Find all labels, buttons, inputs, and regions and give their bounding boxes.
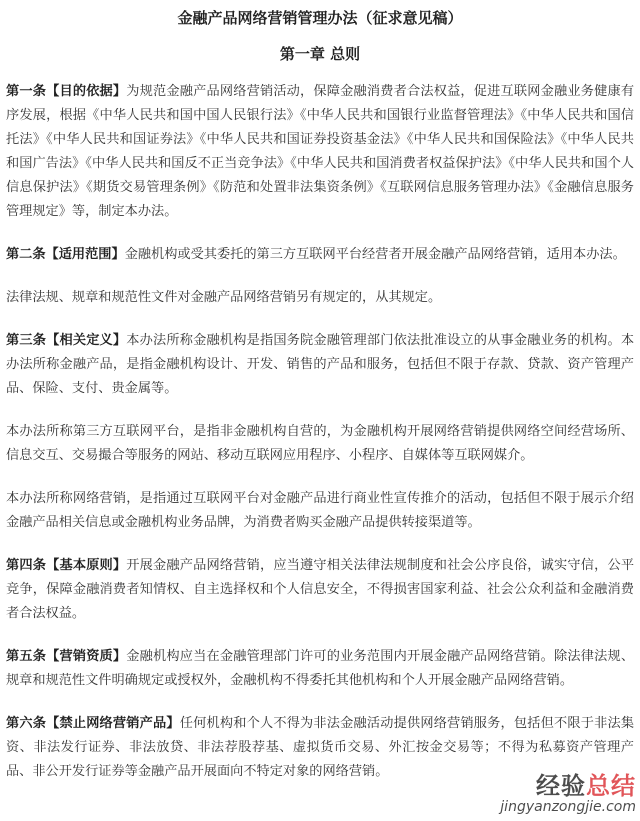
- article-2-subparagraph: [6, 286, 634, 310]
- article-1-paragraph: [6, 80, 634, 224]
- site-watermark: [500, 773, 636, 815]
- watermark-brand: [500, 773, 636, 799]
- article-2-text: 金融机构或受其委托的第三方互联网平台经营者开展金融产品网络营销，适用本办法。: [124, 247, 626, 262]
- article-5-text: 金融机构应当在金融管理部门许可的业务范围内开展金融产品网络营销。除法律法规、规章和规范性文件明确规定或授权外，金融机构不得委托其他机构和个人开展金融产品网络营销。: [6, 649, 635, 688]
- article-4-heading: 第四条【基本原则】: [6, 558, 127, 573]
- article-4-text: 开展金融产品网络营销，应当遵守相关法律法规制度和社会公序良俗，诚实守信，公平竞争，保障金融消费者知情权、自主选择权和个人信息安全，不得损害国家利益、社会公众利益和金融消费者合法权益。: [6, 558, 635, 621]
- article-3-text: 本办法所称金融机构是指国务院金融管理部门依法批准设立的从事金融业务的机构。本办法所称金融产品，是指金融机构设计、开发、销售的产品和服务，包括但不限于存款、贷款、资产管理产品、保险、支付、贵金属等。: [6, 333, 635, 396]
- article-3-platform-text: 本办法所称第三方互联网平台，是指非金融机构自营的，为金融机构开展网络营销提供网络空间经营场所、信息交互、交易撮合等服务的网站、移动互联网应用程序、小程序、自媒体等互联网媒介。: [6, 424, 634, 463]
- article-2-heading: 第二条【适用范围】: [6, 247, 125, 262]
- watermark-brand-part-a: 经验: [536, 772, 586, 800]
- article-5-paragraph: [6, 645, 634, 693]
- article-2-sub-text: 法律法规、规章和规范性文件对金融产品网络营销另有规定的，从其规定。: [6, 290, 442, 305]
- article-3-subparagraph-marketing: [6, 487, 634, 535]
- watermark-brand-part-b: 总结: [586, 772, 636, 800]
- chapter-heading: 第一章 总则: [279, 45, 361, 63]
- article-3-heading: 第三条【相关定义】: [6, 333, 127, 348]
- article-6-text: 任何机构和个人不得为非法金融活动提供网络营销服务，包括但不限于非法集资、非法发行证券、非法放贷、非法荐股荐基、虚拟货币交易、外汇按金交易等；不得为私募资产管理产品、非公开发行证券等金融产品开展面向不特定对象的网络营销。: [6, 716, 635, 779]
- article-1-heading: 第一条【目的依据】: [6, 84, 127, 99]
- article-6-heading: 第六条【禁止网络营销产品】: [6, 716, 180, 731]
- article-3-marketing-text: 本办法所称网络营销，是指通过互联网平台对金融产品进行商业性宣传推介的活动，包括但不限于展示介绍金融产品相关信息或金融机构业务品牌，为消费者购买金融产品提供转接渠道等。: [6, 491, 634, 530]
- article-3-paragraph: [6, 329, 634, 401]
- article-3-subparagraph-platform: [6, 420, 634, 468]
- watermark-url: jingyanzongjie.com: [500, 799, 636, 815]
- article-4-paragraph: [6, 554, 634, 626]
- article-1-text: 为规范金融产品网络营销活动，保障金融消费者合法权益，促进互联网金融业务健康有序发展，根据《中华人民共和国中国人民银行法》《中华人民共和国银行业监督管理法》《中华人民共和国信托法》《中华人民共和国证券法》《中华人民共和国证券投资基金法》《中华人民共和国保险法》《中华人民共和国广告法》《中华人民共和国反不正当竞争法》《中华人民共和国消费者权益保护法》《中华人民共和国个人信息保护法》《期货交易管理条例》《防范和处置非法集资条例》《互联网信息服务管理办法》《金融信息服务管理规定》等，制定本办法。: [6, 84, 635, 219]
- article-2-paragraph: [6, 243, 634, 267]
- document-title: 金融产品网络营销管理办法（征求意见稿）: [177, 9, 463, 27]
- article-5-heading: 第五条【营销资质】: [6, 649, 127, 664]
